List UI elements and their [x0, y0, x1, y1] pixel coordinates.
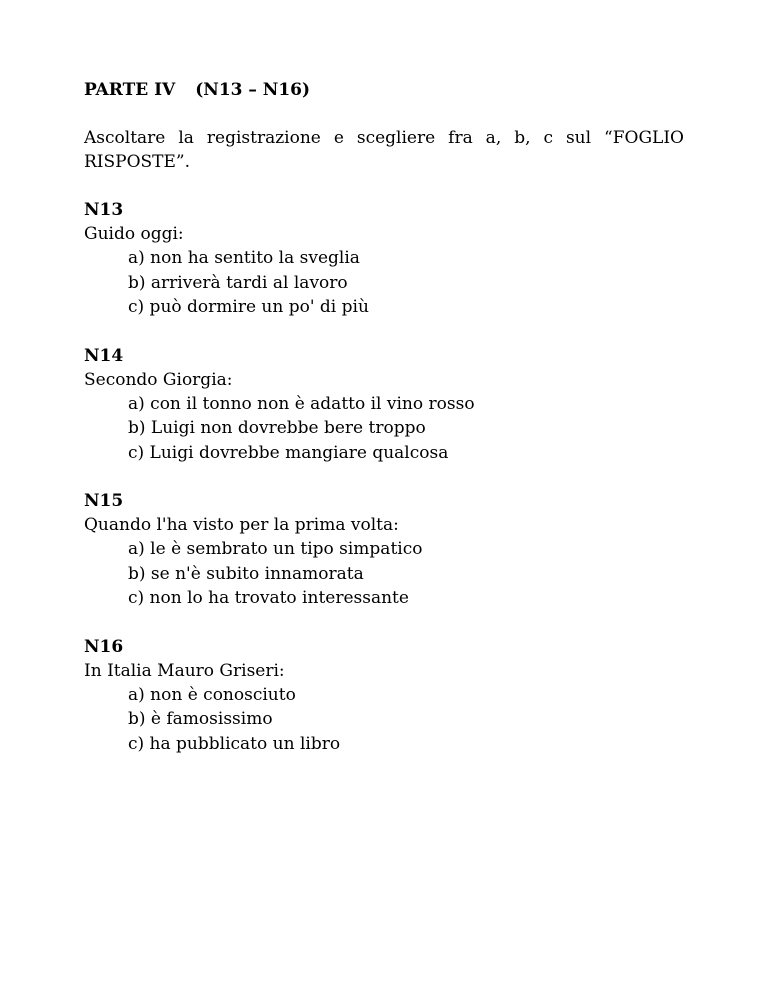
question-block-n13 [84, 198, 684, 320]
question-block-n16 [84, 635, 684, 757]
answer-option-c: c) può dormire un po' di più [128, 297, 369, 317]
question-block-n14 [84, 344, 684, 466]
instructions-text: Ascoltare la registrazione e scegliere fra a, b, c sul “FOGLIO RISPOSTE”. [84, 128, 684, 172]
answer-option-b: b) se n'è subito innamorata [128, 563, 364, 584]
question-number: N15 [84, 491, 124, 511]
question-stem: Guido oggi: [84, 224, 184, 244]
question-number: N14 [84, 345, 124, 366]
question-number: N13 [84, 200, 124, 220]
answer-options [84, 537, 684, 611]
section-heading [84, 78, 684, 102]
answer-option-c: c) ha pubblicato un libro [128, 733, 341, 754]
answer-option-b: b) arriverà tardi al lavoro [128, 272, 348, 293]
question-block-n15 [84, 489, 684, 611]
question-stem: In Italia Mauro Griseri: [84, 660, 285, 681]
answer-option-a: a) non ha sentito la sveglia [128, 248, 360, 268]
question-stem: Secondo Giorgia: [84, 369, 233, 390]
answer-option-c: c) Luigi dovrebbe mangiare qualcosa [128, 442, 449, 463]
answer-options [84, 246, 684, 320]
question-number: N16 [84, 636, 124, 657]
question-stem: Quando l'ha visto per la prima volta: [84, 515, 399, 535]
section-title: PARTE IV [84, 80, 176, 100]
answer-options [84, 392, 684, 466]
section-range: (N13 – N16) [195, 80, 311, 100]
answer-option-a: a) con il tonno non è adatto il vino rosso [128, 393, 475, 414]
answer-option-c: c) non lo ha trovato interessante [128, 588, 409, 608]
answer-option-b: b) Luigi non dovrebbe bere troppo [128, 418, 426, 438]
document-page [84, 78, 684, 780]
answer-option-a: a) non è conosciuto [128, 684, 296, 705]
answer-option-b: b) è famosissimo [128, 709, 273, 729]
answer-option-a: a) le è sembrato un tipo simpatico [128, 539, 423, 559]
answer-options [84, 683, 684, 757]
